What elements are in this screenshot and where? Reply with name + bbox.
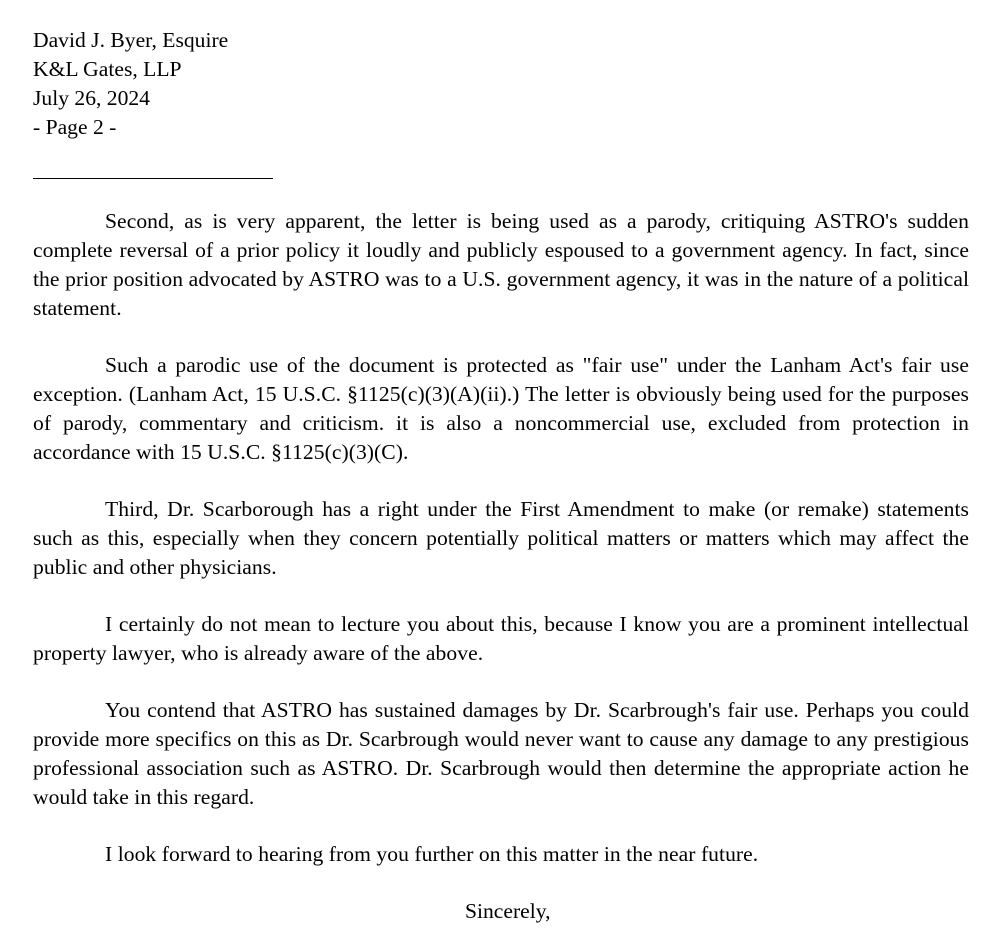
letter-body [33, 207, 969, 869]
page-number: - Page 2 - [33, 115, 117, 139]
letter-page [33, 26, 969, 926]
body-paragraph: I certainly do not mean to lecture you about this, because I know you are a prominent intellectual property lawyer, who is already aware of the above. [33, 612, 969, 665]
recipient-firm: K&L Gates, LLP [33, 57, 182, 81]
body-paragraph: Second, as is very apparent, the letter is being used as a parody, critiquing ASTRO's sudden complete reversal of a prior policy it loudly and publicly espoused to a government agency. In fact, since the prior position advocated by ASTRO was to a U.S. government agency, it was in the nature of a political statement. [33, 209, 969, 320]
closing-salutation: Sincerely, [465, 899, 551, 923]
body-paragraph: You contend that ASTRO has sustained damages by Dr. Scarbrough's fair use. Perhaps you could provide more specifics on this as Dr. Scarbrough would never want to cause any damage to any prestigious professional association such as ASTRO. Dr. Scarbrough would then determine the appropriate action he would take in this regard. [33, 698, 969, 809]
letter-header [33, 26, 969, 179]
body-paragraph: Such a parodic use of the document is protected as "fair use" under the Lanham Act's fair use exception. (Lanham Act, 15 U.S.C. §1125(c)(3)(A)(ii).) The letter is obviously being used for the purposes of parody, commentary and criticism. it is also a noncommercial use, excluded from protection in accordance with 15 U.S.C. §1125(c)(3)(C). [33, 353, 969, 464]
body-paragraph: I look forward to hearing from you further on this matter in the near future. [105, 842, 759, 866]
letter-date: July 26, 2024 [33, 86, 150, 110]
recipient-name: David J. Byer, Esquire [33, 28, 229, 52]
header-divider [33, 152, 273, 179]
body-paragraph: Third, Dr. Scarborough has a right under the First Amendment to make (or remake) statements such as this, especially when they concern potentially political matters or matters which may affect the public and other physicians. [33, 497, 969, 579]
